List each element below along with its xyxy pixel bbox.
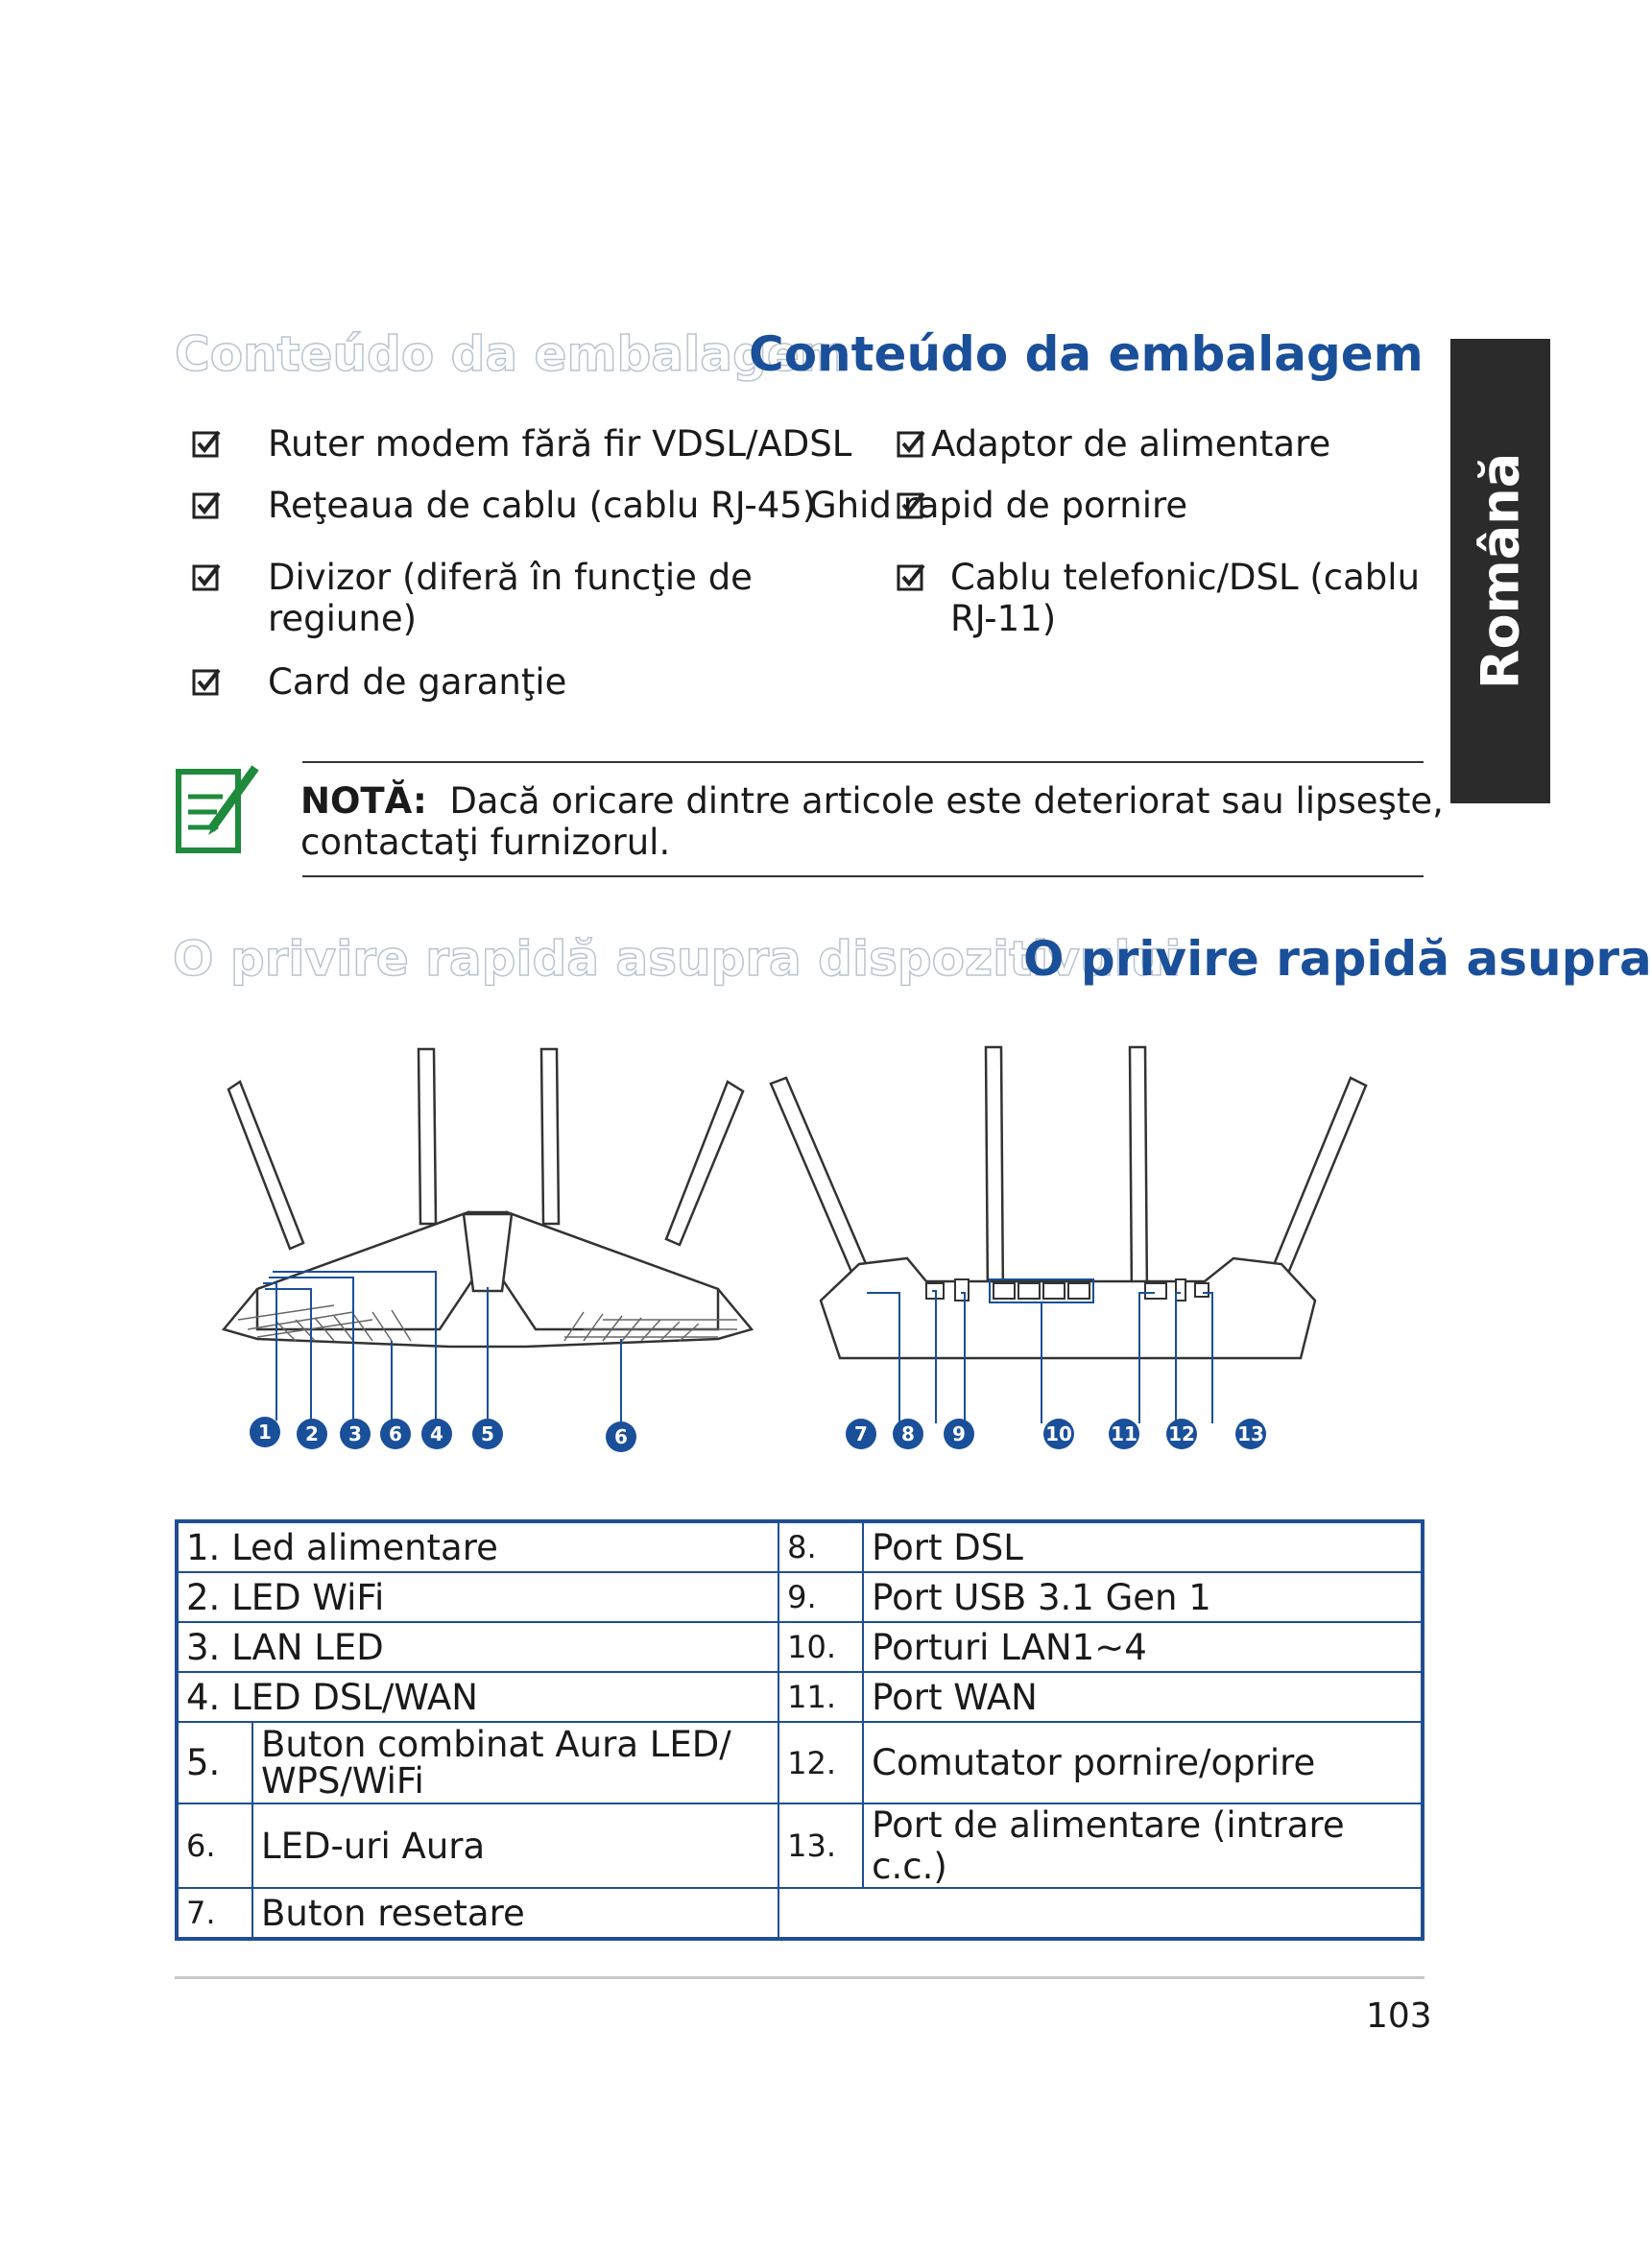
legend-label: Port USB 3.1 Gen 1	[863, 1572, 1423, 1622]
legend-number: 11.	[778, 1672, 863, 1722]
callout-badge: 10	[1043, 1419, 1074, 1449]
page-number: 103	[1366, 1996, 1432, 2036]
legend-number: 12.	[778, 1722, 863, 1803]
legend-cell: 4. LED DSL/WAN	[177, 1672, 778, 1722]
language-tab-label: Română	[1470, 452, 1531, 690]
table-row	[177, 1572, 1423, 1622]
callout-badge: 7	[846, 1419, 876, 1449]
legend-number: 13.	[778, 1803, 863, 1888]
callout-badge: 1	[250, 1417, 280, 1447]
footer-rule	[175, 1976, 1425, 1979]
callout-badge: 4	[421, 1419, 452, 1449]
package-item: Cablu telefonic/DSL (cablu	[950, 557, 1421, 598]
package-item: RJ-11)	[950, 598, 1057, 639]
note-label: NOTĂ:	[300, 780, 427, 822]
legend-label: Porturi LAN1~4	[863, 1622, 1423, 1672]
legend-number: 8.	[778, 1521, 863, 1572]
note-icon	[173, 760, 264, 861]
table-row	[177, 1622, 1423, 1672]
callout-badge: 6	[380, 1419, 411, 1449]
checkbox-icon	[192, 429, 221, 458]
legend-label: Comutator pornire/oprire	[863, 1722, 1423, 1803]
language-tab	[1450, 339, 1550, 803]
checkbox-icon	[897, 490, 925, 519]
callout-badge: 12	[1166, 1419, 1197, 1449]
callout-badge: 3	[340, 1419, 371, 1449]
package-item: Card de garanţie	[268, 661, 567, 703]
checkbox-icon	[192, 562, 221, 591]
legend-number: 5.	[177, 1722, 252, 1803]
legend-number: 7.	[177, 1888, 252, 1939]
package-item: Ruter modem fără fir VDSL/ADSL	[268, 423, 852, 465]
package-item: regiune)	[268, 598, 418, 639]
callout-badge: 2	[297, 1419, 327, 1449]
legend-number: 10.	[778, 1622, 863, 1672]
component-legend-table	[175, 1519, 1425, 1941]
section-title-ghost: Conteúdo da embalagem	[175, 326, 850, 382]
table-row	[177, 1888, 1423, 1939]
callout-badge: 13	[1235, 1419, 1266, 1449]
note-rule-top	[302, 761, 1424, 763]
legend-number: 6.	[177, 1803, 252, 1888]
router-front-illustration	[219, 1041, 756, 1368]
callout-badge: 11	[1109, 1419, 1139, 1449]
table-row	[177, 1521, 1423, 1572]
legend-label: Buton combinat Aura LED/ WPS/WiFi	[252, 1722, 778, 1803]
package-item: Divizor (diferă în funcţie de	[268, 557, 753, 598]
checkbox-icon	[897, 429, 925, 458]
legend-label: LED-uri Aura	[252, 1803, 778, 1888]
note-text	[300, 780, 1444, 822]
legend-label: Port DSL	[863, 1521, 1423, 1572]
note-line-1: Dacă oricare dintre articole este deteriorat sau lipseşte,	[449, 780, 1444, 822]
legend-label: Buton resetare	[252, 1888, 778, 1939]
callout-badge: 6	[606, 1421, 636, 1452]
table-row	[177, 1672, 1423, 1722]
section-title-ghost: O privire rapidă asupra dispozitivului	[173, 931, 1182, 987]
table-row	[177, 1803, 1423, 1888]
section-title: O privire rapidă asupra	[1023, 931, 1652, 987]
legend-cell: 2. LED WiFi	[177, 1572, 778, 1622]
router-back-illustration	[763, 1041, 1377, 1368]
note-rule-bottom	[302, 875, 1424, 877]
legend-label: Port de alimentare (intrare c.c.)	[863, 1803, 1423, 1888]
package-item: Adaptor de alimentare	[931, 423, 1331, 465]
legend-number: 9.	[778, 1572, 863, 1622]
checkbox-icon	[192, 667, 221, 696]
legend-cell: 3. LAN LED	[177, 1622, 778, 1672]
table-row	[177, 1722, 1423, 1803]
legend-empty-cell	[778, 1888, 1423, 1939]
package-item: Reţeaua de cablu (cablu RJ-45)	[268, 485, 817, 526]
note-line-2: contactaţi furnizorul.	[300, 822, 671, 863]
checkbox-icon	[192, 490, 221, 519]
legend-label: Port WAN	[863, 1672, 1423, 1722]
legend-cell: 1. Led alimentare	[177, 1521, 778, 1572]
callout-badge: 9	[944, 1419, 974, 1449]
checkbox-icon	[897, 562, 925, 591]
package-item: Ghid rapid de pornire	[809, 485, 1188, 526]
callout-badge: 8	[893, 1419, 923, 1449]
section-title: Conteúdo da embalagem	[749, 326, 1424, 382]
callout-badge: 5	[472, 1419, 503, 1449]
